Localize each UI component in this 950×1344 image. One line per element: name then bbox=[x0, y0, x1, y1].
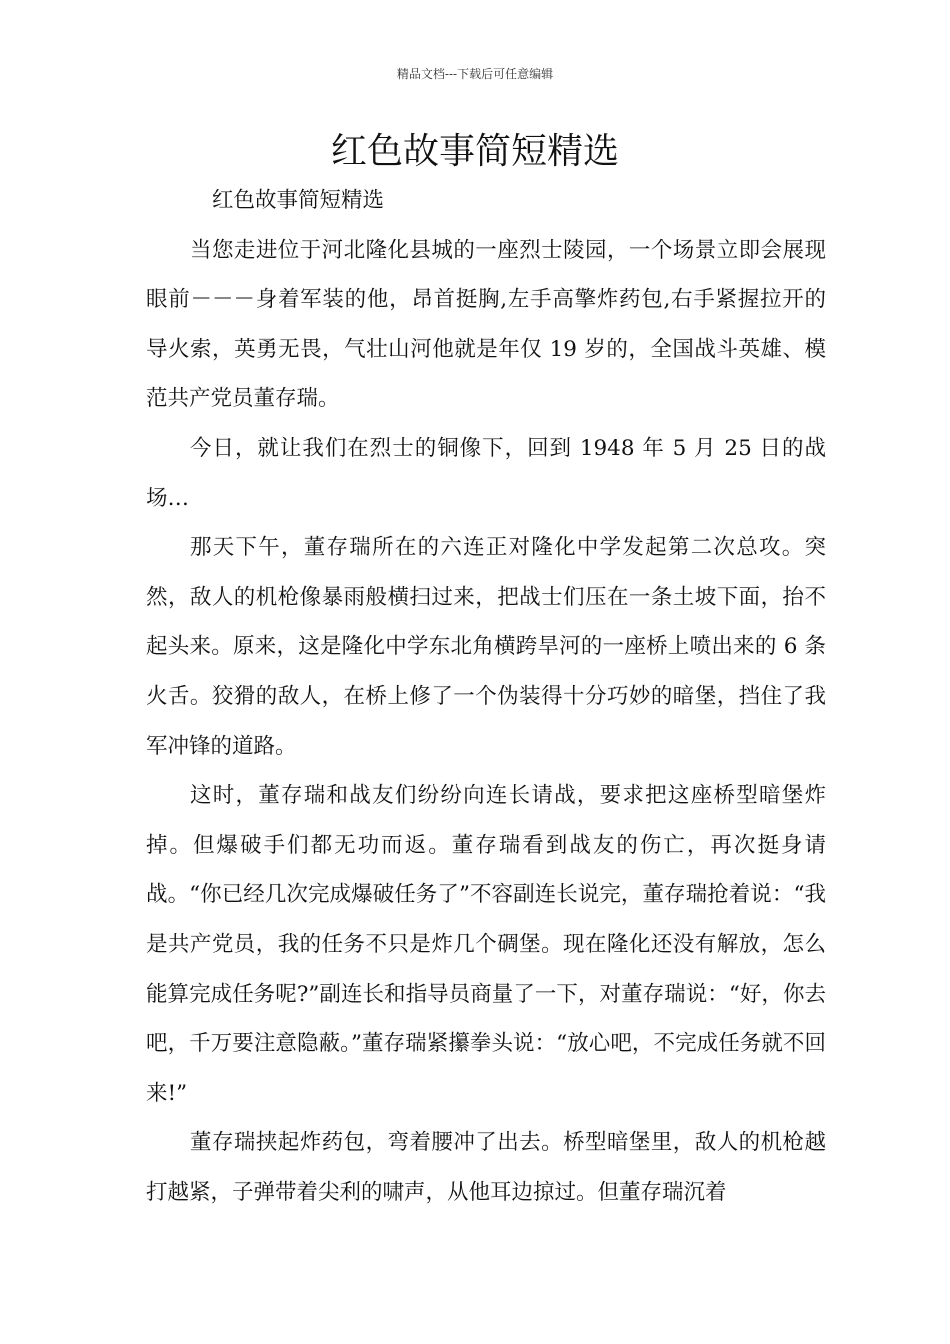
paragraph: 那天下午，董存瑞所在的六连正对隆化中学发起第二次总攻。突然，敌人的机枪像暴雨般横扫过来，把战士们压在一条土坡下面，抬不起头来。原来，这是隆化中学东北角横跨旱河的一座桥上喷出来的 6 条火舌。狡猾的敌人，在桥上修了一个伪装得十分巧妙的暗堡，挡住了我军冲锋的道路。 bbox=[146, 535, 826, 759]
paragraph: 这时，董存瑞和战友们纷纷向连长请战，要求把这座桥型暗堡炸掉。但爆破手们都无功而返。董存瑞看到战友的伤亡，再次挺身请战。“你已经几次完成爆破任务了”不容副连长说完，董存瑞抢着说：“我是共产党员，我的任务不只是炸几个碉堡。现在隆化还没有解放，怎么能算完成任务呢?”副连长和指导员商量了一下，对董存瑞说：“好，你去吧，千万要注意隐蔽。”董存瑞紧攥拳头说：“放心吧，不完成任务就不回来!” bbox=[146, 783, 826, 1106]
document-body bbox=[146, 176, 826, 1217]
paragraph: 今日，就让我们在烈士的铜像下，回到 1948 年 5 月 25 日的战场… bbox=[146, 435, 826, 511]
paragraph: 当您走进位于河北隆化县城的一座烈士陵园，一个场景立即会展现眼前－－－身着军装的他，昂首挺胸,左手高擎炸药包,右手紧握拉开的导火索，英勇无畏，气壮山河他就是年仅 19 岁的，全国战斗英雄、模范共产党员董存瑞。 bbox=[146, 237, 826, 412]
document-title: 红色故事简短精选 bbox=[330, 131, 619, 172]
header-note: 精品文档---下载后可任意编辑 bbox=[396, 67, 554, 81]
paragraph: 董存瑞挟起炸药包，弯着腰冲了出去。桥型暗堡里，敌人的机枪越打越紧，子弹带着尖利的啸声，从他耳边掠过。但董存瑞沉着 bbox=[146, 1130, 826, 1205]
document-subtitle: 红色故事简短精选 bbox=[212, 188, 385, 213]
